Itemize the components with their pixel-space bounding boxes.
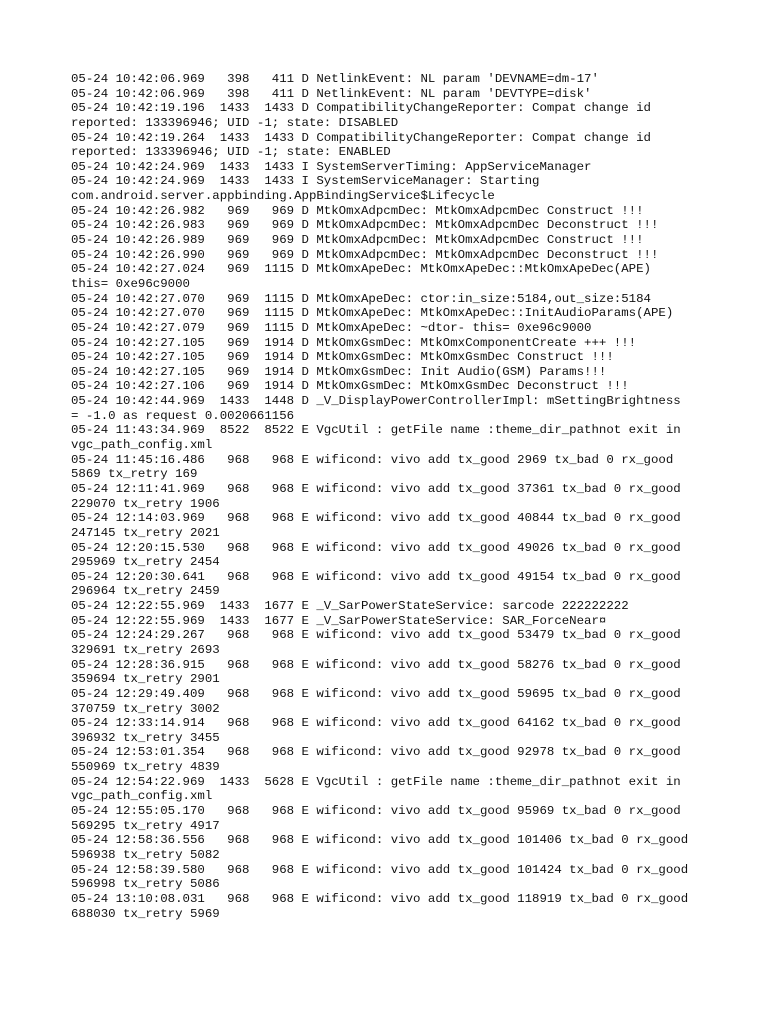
log-line: 05-24 10:42:24.969 1433 1433 I SystemServerTiming: AppServiceManager (71, 159, 592, 174)
log-line: 05-24 10:42:27.070 969 1115 D MtkOmxApeDec: ctor:in_size:5184,out_size:5184 (71, 291, 651, 306)
log-line: 05-24 10:42:26.983 969 969 D MtkOmxAdpcmDec: MtkOmxAdpcmDec Deconstruct !!! (71, 218, 659, 233)
log-line: 05-24 12:20:15.530 968 968 E wificond: vivo add tx_good 49026 tx_bad 0 rx_good (71, 540, 681, 555)
log-line: 05-24 10:42:19.196 1433 1433 D CompatibilityChangeReporter: Compat change id (71, 101, 651, 116)
log-line: 05-24 12:28:36.915 968 968 E wificond: vivo add tx_good 58276 tx_bad 0 rx_good (71, 657, 681, 672)
log-line: 05-24 10:42:19.264 1433 1433 D CompatibilityChangeReporter: Compat change id (71, 130, 651, 145)
log-line: 05-24 10:42:26.982 969 969 D MtkOmxAdpcmDec: MtkOmxAdpcmDec Construct !!! (71, 203, 644, 218)
log-line: 05-24 12:53:01.354 968 968 E wificond: vivo add tx_good 92978 tx_bad 0 rx_good (71, 745, 681, 760)
log-line: this= 0xe96c9000 (71, 276, 190, 291)
log-line: 05-24 10:42:27.106 969 1914 D MtkOmxGsmDec: MtkOmxGsmDec Deconstruct !!! (71, 379, 629, 394)
log-text-block (71, 72, 711, 921)
log-line: 05-24 12:33:14.914 968 968 E wificond: vivo add tx_good 64162 tx_bad 0 rx_good (71, 716, 681, 731)
log-line: 05-24 10:42:27.105 969 1914 D MtkOmxGsmDec: Init Audio(GSM) Params!!! (71, 364, 607, 379)
log-line: 05-24 10:42:24.969 1433 1433 I SystemServiceManager: Starting (71, 174, 540, 189)
log-line: 596998 tx_retry 5086 (71, 877, 220, 892)
log-line: com.android.server.appbinding.AppBindingService$Lifecycle (71, 189, 495, 204)
log-line: 05-24 12:14:03.969 968 968 E wificond: vivo add tx_good 40844 tx_bad 0 rx_good (71, 511, 681, 526)
log-line: 296964 tx_retry 2459 (71, 584, 220, 599)
log-line: 05-24 10:42:44.969 1433 1448 D _V_DisplayPowerControllerImpl: mSettingBrightness (71, 394, 681, 409)
log-line: 05-24 12:20:30.641 968 968 E wificond: vivo add tx_good 49154 tx_bad 0 rx_good (71, 569, 681, 584)
log-line: 05-24 10:42:27.070 969 1115 D MtkOmxApeDec: MtkOmxApeDec::InitAudioParams(APE) (71, 306, 674, 321)
log-line: 550969 tx_retry 4839 (71, 760, 220, 775)
log-line: 05-24 12:58:36.556 968 968 E wificond: vivo add tx_good 101406 tx_bad 0 rx_good (71, 833, 689, 848)
log-line: reported: 133396946; UID -1; state: DISABLED (71, 115, 399, 130)
log-line: 05-24 12:22:55.969 1433 1677 E _V_SarPowerStateService: SAR_ForceNear¤ (71, 613, 607, 628)
log-line: 229070 tx_retry 1906 (71, 496, 220, 511)
log-line: 05-24 10:42:27.105 969 1914 D MtkOmxGsmDec: MtkOmxGsmDec Construct !!! (71, 350, 614, 365)
log-line: 05-24 10:42:27.079 969 1115 D MtkOmxApeDec: ~dtor- this= 0xe96c9000 (71, 320, 592, 335)
log-line: vgc_path_config.xml (71, 438, 213, 453)
log-line: 247145 tx_retry 2021 (71, 525, 220, 540)
log-line: 295969 tx_retry 2454 (71, 555, 220, 570)
log-line: 05-24 10:42:26.990 969 969 D MtkOmxAdpcmDec: MtkOmxAdpcmDec Deconstruct !!! (71, 247, 659, 262)
log-line: 329691 tx_retry 2693 (71, 642, 220, 657)
log-line: 05-24 10:42:27.024 969 1115 D MtkOmxApeDec: MtkOmxApeDec::MtkOmxApeDec(APE) (71, 262, 651, 277)
log-line: 05-24 10:42:06.969 398 411 D NetlinkEvent: NL param 'DEVTYPE=disk' (71, 86, 592, 101)
log-line: = -1.0 as request 0.0020661156 (71, 408, 295, 423)
log-line: vgc_path_config.xml (71, 789, 213, 804)
log-line: 05-24 13:10:08.031 968 968 E wificond: vivo add tx_good 118919 tx_bad 0 rx_good (71, 891, 689, 906)
log-line: 359694 tx_retry 2901 (71, 672, 220, 687)
log-line: 05-24 12:58:39.580 968 968 E wificond: vivo add tx_good 101424 tx_bad 0 rx_good (71, 862, 689, 877)
log-line: 05-24 10:42:26.989 969 969 D MtkOmxAdpcmDec: MtkOmxAdpcmDec Construct !!! (71, 233, 644, 248)
log-line: 370759 tx_retry 3002 (71, 701, 220, 716)
log-line: 05-24 12:22:55.969 1433 1677 E _V_SarPowerStateService: sarcode 222222222 (71, 599, 629, 614)
log-line: 05-24 12:11:41.969 968 968 E wificond: vivo add tx_good 37361 tx_bad 0 rx_good (71, 481, 681, 496)
log-line: 05-24 11:45:16.486 968 968 E wificond: vivo add tx_good 2969 tx_bad 0 rx_good (71, 452, 674, 467)
log-line: reported: 133396946; UID -1; state: ENABLED (71, 145, 391, 160)
log-line: 396932 tx_retry 3455 (71, 730, 220, 745)
log-line: 5869 tx_retry 169 (71, 467, 198, 482)
log-line: 569295 tx_retry 4917 (71, 818, 220, 833)
log-line: 05-24 12:29:49.409 968 968 E wificond: vivo add tx_good 59695 tx_bad 0 rx_good (71, 686, 681, 701)
log-line: 05-24 12:24:29.267 968 968 E wificond: vivo add tx_good 53479 tx_bad 0 rx_good (71, 628, 681, 643)
log-line: 688030 tx_retry 5969 (71, 906, 220, 921)
log-line: 05-24 12:54:22.969 1433 5628 E VgcUtil : getFile name :theme_dir_pathnot exit in (71, 774, 681, 789)
log-line: 05-24 12:55:05.170 968 968 E wificond: vivo add tx_good 95969 tx_bad 0 rx_good (71, 804, 681, 819)
log-line: 05-24 11:43:34.969 8522 8522 E VgcUtil : getFile name :theme_dir_pathnot exit in (71, 423, 681, 438)
log-line: 05-24 10:42:27.105 969 1914 D MtkOmxGsmDec: MtkOmxComponentCreate +++ !!! (71, 335, 637, 350)
log-line: 05-24 10:42:06.969 398 411 D NetlinkEvent: NL param 'DEVNAME=dm-17' (71, 72, 599, 86)
log-line: 596938 tx_retry 5082 (71, 847, 220, 862)
